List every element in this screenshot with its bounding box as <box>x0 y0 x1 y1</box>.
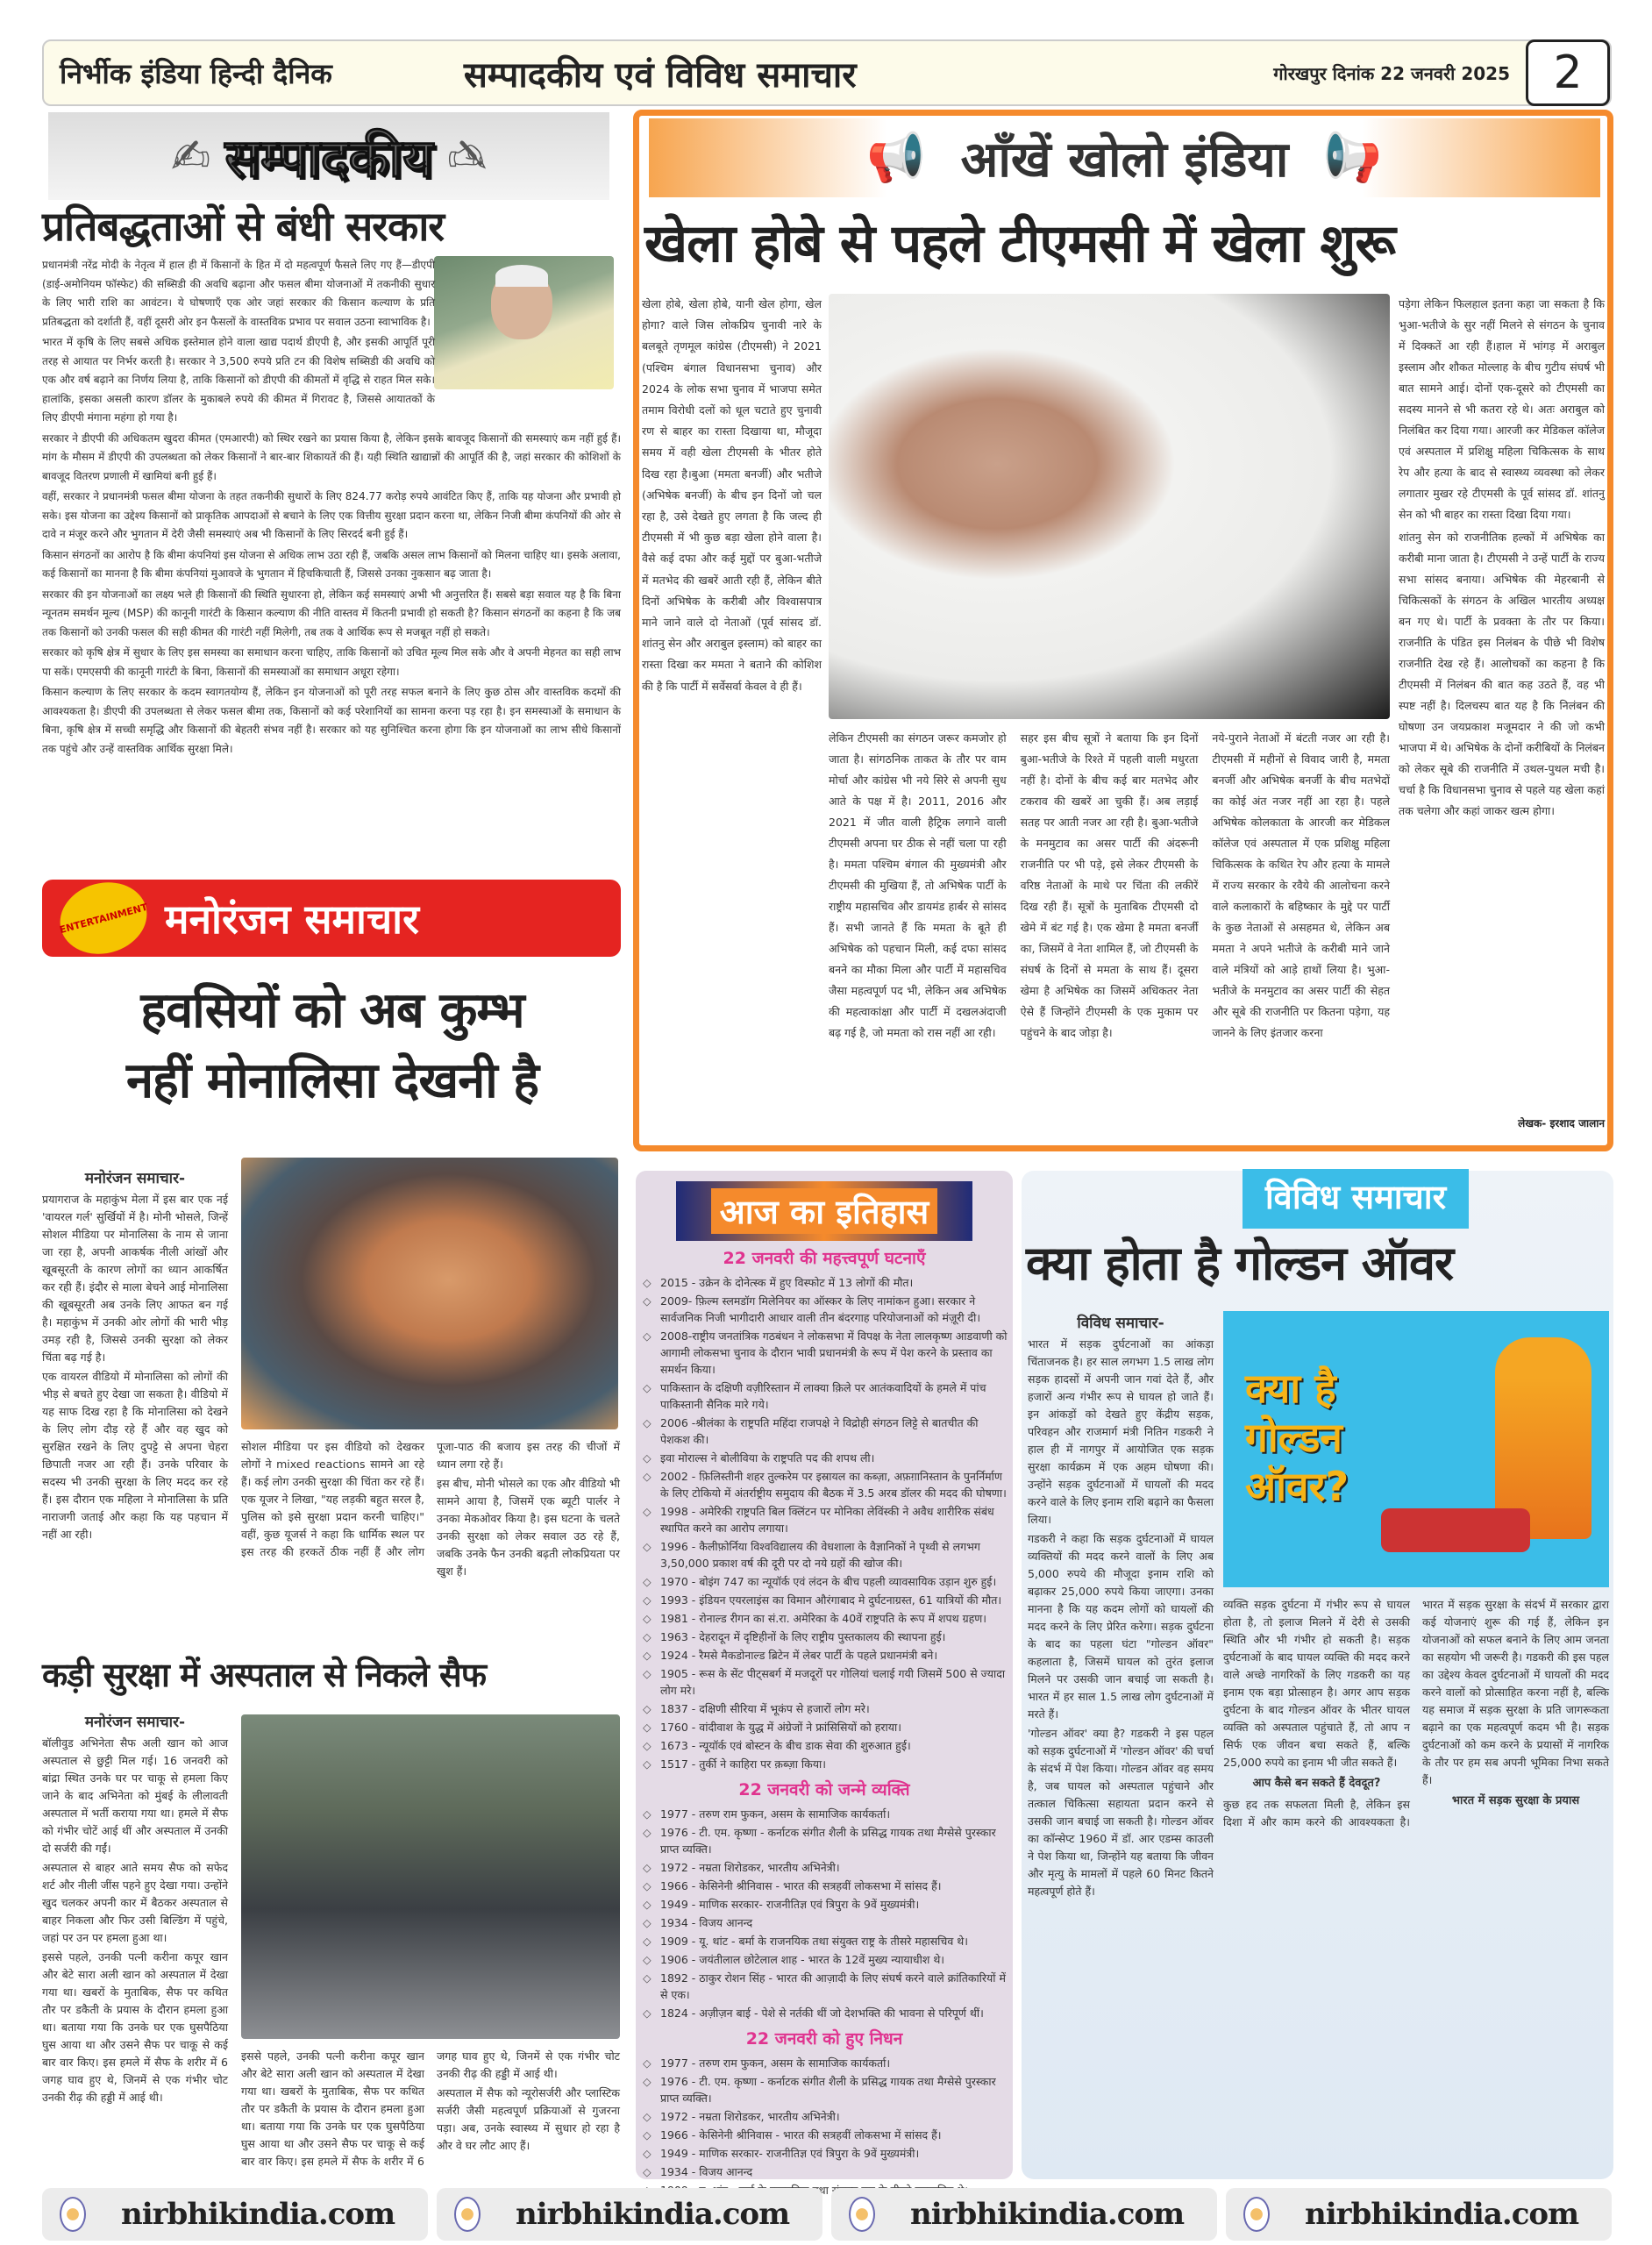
history-item: ◇ 2009- फ़िल्म स्लमडॉग मिलेनियर का ऑस्कर के लिए नामांकन हुआ। सरकार ने सार्वजनिक निजी भागीदारी आधार वाली तीन बंदरगाह परियोजनाओं को मंज़ूरी दी। <box>641 1293 1008 1326</box>
saif-headline: कड़ी सुरक्षा में अस्पताल से निकले सैफ <box>42 1656 486 1694</box>
monalisa-body-right <box>241 1438 620 1636</box>
paragraph: प्रधानमंत्री नरेंद्र मोदी के नेतृत्व में हाल ही में किसानों के हित में दो महत्वपूर्ण फैसले लिए गए हैं—डीएपी (डाई-अमोनियम फॉस्फेट) की सब्सिडी की अवधि बढ़ाना और फसल बीमा योजनाओं में तकनीकी सुधार के लिए भारी राशि का आवंटन। ये घोषणाएँ एक ओर जहां सरकार की किसान कल्याण के प्रति प्रतिबद्धता को दर्शाती हैं, वहीं दूसरी ओर इन फैसलों के वास्तविक प्रभाव पर सवाल उठना स्वाभाविक है। <box>42 259 435 328</box>
history-item: ◇ तथा <box>641 2182 1008 2199</box>
byline: मनोरंजन समाचार- <box>84 1170 186 1187</box>
paragraph: पड़ेगा लेकिन फिलहाल इतना कहा जा सकता है कि भुआ-भतीजे के सुर नहीं मिलने से संगठन के चुनाव में दिक्कतें आ रही हैं।हाल में भांगड़ में अराबुल इस्लाम और शौकत मोल्लाह के बीच गुटीय संघर्ष भी बात सामने आई। दोनों एक-दूसरे को टीएमसी का सदस्य मानने से भी कतरा रहे थे। अतः अराबुल को निलंबित कर दिया गया। आरजी कर मेडिकल कॉलेज एवं अस्पताल में प्रशिक्षु महिला चिकित्सक के साथ रेप और हत्या के बाद से स्वास्थ्य व्यवस्था को लेकर लगातार मुखर रहे टीएमसी के पूर्व सांसद डॉ. शांतनु सेन को भी बाहर का रास्ता दिखा दिया गया। <box>1399 297 1605 521</box>
tmc-headline: खेला होबे से पहले टीएमसी में खेला शुरू <box>644 213 1395 274</box>
paragraph: अस्पताल में सैफ को न्यूरोसर्जरी और प्लास्टिक सर्जरी जैसी महत्वपूर्ण प्रक्रियाओं से गुजरना पड़ा। अब, उनके स्वास्थ्य में सुधार हो रहा है और वे घर लौट आए हैं। <box>437 2086 620 2152</box>
press-logo-icon <box>60 2197 86 2232</box>
paragraph: सहर इस बीच सूत्रों ने बताया कि इन दिनों बुआ-भतीजे के रिश्ते में पहली वाली मधुरता नहीं है। दोनों के बीच कई बार मतभेद और टकराव की खबरें आ चुकी हैं। अब लड़ाई सतह पर आती नजर आ रही है। बुआ-भतीजे के मनमुटाव का असर पार्टी की अंदरूनी राजनीति पर भी पड़े, इसे लेकर टीएमसी के वरिष्ठ नेताओं के माथे पर चिंता की लकीरें दिख रही हैं। सूत्रों के मुताबिक टीएमसी दो खेमे में बंट गई है। एक खेमा है ममता बनर्जी का, जिसमें वे नेता शामिल हैं, जो टीएमसी के संघर्ष के दिनों से ममता के साथ हैं। दूसरा खेमा है अभिषेक का जिसमें अधिकतर नेता ऐसे हैं जिन्होंने टीएमसी के एक मुकाम पर पहुंचने के बाद जोड़ा है। <box>1020 731 1199 1039</box>
history-item: ◇ 1673 - न्यूयॉर्क एवं बोस्टन के बीच डाक सेवा की शुरुआत हुई। <box>641 1737 1008 1754</box>
history-item: ◇ 1760 - वांदीवाश के युद्ध में अंग्रेजों ने फ्रांसिसियों को हराया। <box>641 1719 1008 1735</box>
vividh-banner: विविध समाचार <box>1243 1169 1469 1229</box>
history-item: ◇ 1905 - रूस के सेंट पीट्सबर्ग में मजदूरों पर गोलियां चलाई गयी जिसमें 500 से ज्यादा लोग मरे। <box>641 1665 1008 1699</box>
paragraph: सोशल मीडिया पर इस वीडियो को देखकर लोगों ने mixed reactions सामने आ रहे हैं। कई लोग उनकी सुरक्षा की चिंता कर रहे हैं। एक यूजर ने लिखा, "यह लड़की बहुत सरल है, पुलिस को इसे सुरक्षा प्रदान करनी चाहिए।" वहीं, कुछ यूजर्स ने कहा कि धार्मिक स्थल पर इस तरह की हरकतें ठीक नहीं हैं और लोग पूजा-पाठ की बजाय इस तरह की चीजों में ध्यान लगा रहे हैं। <box>241 1440 620 1558</box>
writing-hand-icon: ✍ <box>446 128 488 184</box>
subhead: भारत में सड़क सुरक्षा के प्रयास <box>1451 1794 1580 1807</box>
image-text: क्या है <box>1245 1365 1336 1412</box>
history-item: ◇ 2006 -श्रीलंका के राष्ट्रपति महिंदा राजपक्षे ने विद्रोही संगठन लिट्टे से बातचीत की पेशकश की। <box>641 1415 1008 1448</box>
history-item: ◇ 1972 - नम्रता शिरोडकर, भारतीय अभिनेत्री। <box>641 2108 1008 2125</box>
saif-photo <box>241 1714 620 2039</box>
editorial-banner <box>48 112 609 200</box>
history-item: ◇ 1949 - माणिक सरकार- राजनीतिज्ञ एवं त्रिपुरा के 9वें मुख्यमंत्री। <box>641 2145 1008 2162</box>
footer-site-link[interactable] <box>42 2188 428 2241</box>
writing-hand-icon: ✍ <box>170 128 211 184</box>
tmc-col-right <box>1399 294 1605 1109</box>
paragraph: गडकरी ने कहा कि सड़क दुर्घटनाओं में घायल व्यक्तियों की मदद करने वालों के लिए अब 5,000 रुपये की मौजूदा इनाम राशि को बढ़ाकर 25,000 रुपये किया जाएगा। उनका मानना है कि यह कदम लोगों को घायलों की मदद करने के लिए प्रेरित करेगा। सड़क दुर्घटना के बाद का पहला घंटा "गोल्डन ऑवर" कहलाता है, जिसमें घायल को तुरंत इलाज मिलने पर उसकी जान बचाई जा सकती है। भारत में हर साल 1.5 लाख लोग दुर्घटनाओं में मरते हैं। <box>1028 1532 1214 1721</box>
editorial-body <box>42 256 621 870</box>
history-item: ◇ 1993 - इंडियन एयरलाइंस का विमान औरंगाबाद मे दुर्घटनाग्रस्त, 61 यात्रियों की मौत। <box>641 1592 1008 1608</box>
paragraph: किसान संगठनों का आरोप है कि बीमा कंपनियां इस योजना से अधिक लाभ उठा रही हैं, जबकि असल लाभ किसानों को मिलना चाहिए था। इसके अलावा, कई किसानों का मानना है कि बीमा कंपनियां मुआवजे के भुगतान में हिचकिचाती हैं, जिससे उनका नुकसान बढ़ जाता है। <box>42 548 621 580</box>
paragraph: इससे पहले, उनकी पत्नी करीना कपूर खान और बेटे सारा अली खान को अस्पताल में देखा गया था। खबरों के मुताबिक, सैफ पर कथित तौर पर डकैती के प्रयास के दौरान हमला हुआ था। बताया गया कि उनके घर एक घुसपैठिया घुस आया था और उसने सैफ पर चाकू से कई बार वार किए। इस हमले में सैफ के शरीर में 6 जगह घाव हुए थे, जिनमें से एक गंभीर चोट उनकी रीढ़ की हड्डी में आई थी। <box>241 2049 620 2168</box>
footer-site-link[interactable] <box>1226 2188 1612 2241</box>
monalisa-headline-2: नहीं मोनालिसा देखनी है <box>125 1052 539 1109</box>
section-title: सम्पादकीय एवं विविध समाचार <box>463 53 857 96</box>
monalisa-photo <box>241 1158 618 1429</box>
entertainment-banner-text: मनोरंजन समाचार <box>165 895 419 943</box>
history-list <box>641 1246 1008 2199</box>
editorial-headline: प्रतिबद्धताओं से बंधी सरकार <box>42 203 445 250</box>
image-text: गोल्डन <box>1245 1414 1342 1461</box>
subhead: आप कैसे बन सकते हैं देवदूत? <box>1252 1777 1381 1790</box>
paragraph: कुछ हद तक सफलता मिली है, लेकिन इस दिशा में और काम करने की आवश्यकता है। भारत में सड़क सुरक्षा के संदर्भ में सरकार द्वारा कई योजनाएं शुरू की गई हैं, लेकिन इन योजनाओं को सफल बनाने के लिए आम जनता का सहयोग भी जरूरी है। गडकरी की इस पहल का उद्देश्य केवल दुर्घटनाओं में घायलों की मदद करने वालों को प्रोत्साहित करना नहीं है, बल्कि यह समाज में सड़क सुरक्षा के प्रति जागरूकता बढ़ाने का एक महत्वपूर्ण कदम भी है। सड़क दुर्घटनाओं को कम करने के प्रयासों में नागरिक के तौर पर हम सब अपनी भूमिका निभा सकते हैं। <box>1223 1598 1609 1828</box>
births-title: 22 जनवरी को जन्मे व्यक्ति <box>738 1780 910 1800</box>
history-item: ◇ 1824 - अज़ीज़न बाई - पेशे से नर्तकी थीं जो देशभक्ति की भावना से परिपूर्ण थीं। <box>641 2005 1008 2021</box>
paragraph: प्रयागराज के महाकुंभ मेला में इस बार एक नई 'वायरल गर्ल' सुर्खियों में है। मोनी भोसले, जिन्हें सोशल मीडिया पर मोनालिसा के नाम से जाना जा रहा है, अपनी आकर्षक नीली आंखों और खूबसूरती के कारण लोगों का ध्यान आकर्षित कर रही हैं। इंदौर से माला बेचने आई मोनालिसा की खूबसूरती अब उनके लिए आफत बन गई है। महाकुंभ में उनकी ओर लोगों की भारी भीड़ उमड़ रही है, जिससे उनकी सुरक्षा को लेकर चिंता बढ़ गई है। <box>42 1193 228 1364</box>
byline: विविध समाचार- <box>1077 1315 1164 1332</box>
history-item: ◇ 1892 - ठाकुर रोशन सिंह - भारत की आज़ादी के लिए संघर्ष करने वाले क्रांतिकारियों में से एक। <box>641 1970 1008 2003</box>
image-text: ऑवर? <box>1245 1463 1349 1510</box>
site-url: nirbhikindia.com <box>516 2197 790 2232</box>
paragraph: एक वायरल वीडियो में मोनालिसा को लोगों की भीड़ से बचते हुए देखा जा सकता है। वीडियो में यह साफ दिख रहा है कि मोनालिसा को देखने के लिए लोग दौड़ रहे हैं और वह खुद को सुरक्षित रखने के लिए दुपट्टे से अपना चेहरा छिपाती नजर आ रही हैं। उनके परिवार के सदस्य भी उनकी सुरक्षा के लिए मदद कर रहे हैं। इस दौरान एक महिला ने मोनालिसा के प्रति नाराजगी जताई और कहा कि यह पहचान में नहीं आ रही। <box>42 1370 228 1541</box>
megaphone-icon: 📢 <box>866 130 926 185</box>
paragraph: लेकिन टीएमसी का संगठन जरूर कमजोर हो जाता है। सांगठनिक ताकत के तौर पर वाम मोर्चा और कांग्रेस भी नये सिरे से अपनी सुध आते के पक्ष में है। 2011, 2016 और 2021 में जीत वाली हैट्रिक लगाने वाली टीएमसी अपना घर ठीक से नहीं चला पा रही है। ममता पश्चिम बंगाल की मुख्यमंत्री और टीएमसी की मुखिया हैं, तो अभिषेक पार्टी के राष्ट्रीय महासचिव और डायमंड हार्बर से सांसद हैं। सभी जानते हैं कि ममता के बूते ही अभिषेक को पहचान मिली, कई दफा सांसद बनने का मौका मिला और पार्टी में महासचिव जैसा महत्वपूर्ण पद भी, लेकिन अब अभिषेक की महत्वाकांक्षा और पार्टी में दखलअंदाजी बढ़ गई है, जो ममता को रास नहीं आ रही। <box>829 731 1007 1039</box>
history-item: ◇ 1981 - रोनाल्ड रीगन का सं.रा. अमेरिका के 40वें राष्ट्रपति के रूप में शपथ ग्रहण। <box>641 1610 1008 1627</box>
history-item: ◇ 1949 - माणिक सरकार- राजनीतिज्ञ एवं त्रिपुरा के 9वें मुख्यमंत्री। <box>641 1896 1008 1913</box>
history-banner-text: आज का इतिहास <box>711 1188 937 1234</box>
history-item: ◇ 1996 - कैलीफ़ोर्निया विश्वविद्यालय की वेधशाला के वैज्ञानिकों ने पृथ्वी से लगभग 3,50,000 प्रकाश वर्ष की दूरी पर दो नये ग्रहों की खोज की। <box>641 1538 1008 1572</box>
history-item: ◇ 1934 - विजय आनन्द <box>641 2163 1008 2180</box>
site-url: nirbhikindia.com <box>121 2197 395 2232</box>
paragraph: भारत में कृषि के लिए सबसे अधिक इस्तेमाल होने वाला खाद्य पदार्थ डीएपी है, और इसकी आपूर्ति पूरी तरह से आयात पर निर्भर करती है। सरकार ने 3,500 रुपये प्रति टन की विशेष सब्सिडी की अवधि को एक और वर्ष बढ़ाने का निर्णय लिया है, ताकि किसानों को डीएपी की कीमतों में वृद्धि से राहत मिल सके। हालांकि, इसका असली कारण डॉलर के मुकाबले रुपये की कीमत में गिरावट है, जिससे आयातकों के लिए डीएपी मंगाना महंगा हो गया है। <box>42 336 435 424</box>
footer-site-link[interactable] <box>437 2188 822 2241</box>
paragraph: अस्पताल से बाहर आते समय सैफ को सफेद शर्ट और नीली जींस पहने हुए देखा गया। उन्होंने खुद चलकर अपनी कार में बैठकर अस्पताल से बाहर निकला और फिर उसी बिल्डिंग में पहुंचे, जहां पर उन पर हमला हुआ था। <box>42 1861 228 1944</box>
golden-hour-illustration <box>1223 1311 1609 1587</box>
saif-body-left <box>42 1710 228 2184</box>
editorial-banner-text: सम्पादकीय <box>224 128 433 189</box>
masthead-bar <box>42 39 1612 106</box>
tmc-col-1 <box>642 294 822 1144</box>
history-item: ◇ 1924 - रैमसे मैकडोनाल्ड ब्रिटेन में लेबर पार्टी के पहले प्रधानमंत्री बने। <box>641 1647 1008 1664</box>
footer-site-link[interactable] <box>831 2188 1217 2241</box>
stretcher-figure <box>1381 1508 1530 1552</box>
history-item: ◇ 1909 - यू. थांट - बर्मा के राजनयिक तथा संयुक्त राष्ट्र के तीसरे महासचिव थे। <box>641 1933 1008 1949</box>
history-item: ◇ 1517 - तुर्की ने काहिरा पर क़ब्ज़ा किया। <box>641 1756 1008 1772</box>
press-logo-icon <box>454 2197 481 2232</box>
history-item: ◇ 1977 - तरुण राम फुकन, असम के सामाजिक कार्यकर्ता। <box>641 2055 1008 2071</box>
golden-hour-headline: क्या होता है गोल्डन ऑवर <box>1026 1236 1454 1291</box>
site-url: nirbhikindia.com <box>1305 2197 1579 2232</box>
byline: मनोरंजन समाचार- <box>84 1714 186 1731</box>
history-item: ◇ पाकिस्तान के दक्षिणी वज़ीरिस्तान में लाक्या क़िले पर आतंकवादियों के हमले में पांच पाकिस्तानी सैनिक मारे गये। <box>641 1379 1008 1413</box>
monalisa-body-left <box>42 1166 228 1636</box>
paper-name: निर्भीक इंडिया हिन्दी दैनिक <box>60 56 332 90</box>
paragraph: 'गोल्डन ऑवर' क्या है? गडकरी ने इस पहल को सड़क दुर्घटनाओं में 'गोल्डन ऑवर' की चर्चा के संदर्भ में पेश किया। गोल्डन ऑवर वह समय है, जब घायल को अस्पताल पहुंचाने और तत्काल चिकित्सा सहायता प्रदान करने से उसकी जान बचाई जा सकती है। गोल्डन ऑवर का कॉन्सेप्ट 1960 में डॉ. आर एडम्स काउली ने पेश किया था, जिन्होंने यह बताया कि जीवन और मृत्यु के मामलों में पहले 60 मिनट कितने महत्वपूर्ण होते हैं। <box>1028 1727 1214 1898</box>
author-credit: लेखक- इरशाद जालान <box>1518 1117 1605 1130</box>
aankhen-banner <box>649 118 1600 197</box>
paragraph: बॉलीवुड अभिनेता सैफ अली खान को आज अस्पताल से छुट्टी मिल गई। 16 जनवरी को बांद्रा स्थित उनके घर पर चाकू से हमला किए जाने के बाद अभिनेता को मुंबई के लीलावती अस्पताल में भर्ती कराया गया था। हमले में सैफ को गंभीर चोटें आई थीं और अस्पताल में उनकी दो सर्जरी की गईं। <box>42 1736 228 1855</box>
paragraph: व्यक्ति सड़क दुर्घटना में गंभीर रूप से घायल होता है, तो इलाज मिलने में देरी से उसकी स्थिति और भी गंभीर हो सकती है। सड़क दुर्घटनाओं के बाद घायल व्यक्ति की मदद करने वाले अच्छे नागरिकों के लिए गडकरी का यह इनाम एक बड़ा प्रोत्साहन है। अगर आप सड़क दुर्घटना के बाद गोल्डन ऑवर के भीतर घायल व्यक्ति को अस्पताल पहुंचाते हैं, तो आप न सिर्फ एक जीवन बचा सकते हैं, बल्कि 25,000 रुपये का इनाम भी जीत सकते हैं। <box>1223 1598 1410 1769</box>
paragraph: सरकार की इन योजनाओं का लक्ष्य भले ही किसानों की स्थिति सुधारना हो, लेकिन कई समस्याएं अभी भी अनुत्तरित हैं। सबसे बड़ा सवाल यह है कि बिना न्यूनतम समर्थन मूल्य (MSP) की कानूनी गारंटी के किसान कल्याण की नीति वास्तव में कितनी प्रभावी हो सकती है? किसान संगठनों का कहना है कि जब तक किसानों को उनकी फसल की सही कीमत की गारंटी नहीं मिलेगी, तब तक वे आर्थिक रूप से मजबूत नहीं हो सकते। <box>42 588 621 638</box>
paragraph: इस बीच, मोनी भोसले का एक और वीडियो भी सामने आया है, जिसमें एक ब्यूटी पार्लर ने उनका मेकओवर किया है। इस घटना के चलते उनकी सुरक्षा को लेकर सवाल उठ रहे हैं, जबकि उनके फैन उनकी बढ़ती लोकप्रियता पर खुश हैं। <box>437 1477 620 1578</box>
paragraph: वहीं, सरकार ने प्रधानमंत्री फसल बीमा योजना के तहत तकनीकी सुधारों के लिए 824.77 करोड़ रुपये आवंटित किए हैं, ताकि यह योजना और प्रभावी हो सके। इस योजना का उद्देश्य किसानों को प्राकृतिक आपदाओं से बचाने के लिए एक वित्तीय सुरक्षा प्रदान करना था, लेकिन निजी बीमा कंपनियों की ओर से दावे न मंजूर करने और भुगतान में देरी जैसी समस्याएं अब भी किसानों के लिए सिरदर्द बनी हुई हैं। <box>42 490 621 540</box>
history-item: ◇ 1934 - विजय आनन्द <box>641 1914 1008 1931</box>
paragraph: किसान कल्याण के लिए सरकार के कदम स्वागतयोग्य हैं, लेकिन इन योजनाओं को पूरी तरह सफल बनाने के लिए कुछ ठोस और वास्तविक कदमों की आवश्यकता है। डीएपी की उपलब्धता से लेकर फसल बीमा तक, किसानों को कई परेशानियों का सामना करना पड़ रहा है। इन समस्याओं के समाधान के बिना, कृषि क्षेत्र में सच्ची समृद्धि और किसानों की बेहतरी संभव नहीं है। सरकार को यह सुनिश्चित करना होगा कि इन योजनाओं का लाभ सीधे किसानों तक पहुंचे और उन्हें वास्तविक आर्थिक सुरक्षा मिले। <box>42 686 621 755</box>
press-logo-icon <box>1243 2197 1270 2232</box>
paragraph: भारत में सड़क दुर्घटनाओं का आंकड़ा चिंताजनक है। हर साल लगभग 1.5 लाख लोग सड़क हादसों में अपनी जान गवां देते हैं, और हजारों अन्य गंभीर रूप से घायल हो जाते हैं। इन आंकड़ों को देखते हुए केंद्रीय सड़क, परिवहन और राजमार्ग मंत्री नितिन गडकरी ने हाल ही में नागपुर में आयोजित एक सड़क सुरक्षा कार्यक्रम में एक अहम घोषणा की। उन्होंने सड़क दुर्घटनाओं में घायलों की मदद करने वाले के लिए इनाम राशि बढ़ाने का फैसला लिया। <box>1028 1337 1214 1526</box>
history-item: ◇ 1966 - केसिनेनी श्रीनिवास - भारत की सत्रहवीं लोकसभा में सांसद हैं। <box>641 2127 1008 2143</box>
megaphone-icon: 📢 <box>1323 130 1383 185</box>
deaths-title: 22 जनवरी को हुए निधन <box>745 2029 903 2049</box>
history-item: ◇ इवा मोराल्स ने बोलीविया के राष्ट्रपति पद की शपथ ली। <box>641 1450 1008 1466</box>
history-item: ◇ 1837 - दक्षिणी सीरिया में भूकंप से हजारों लोग मरे। <box>641 1700 1008 1717</box>
paragraph: सरकार ने डीएपी की अधिकतम खुदरा कीमत (एमआरपी) को स्थिर रखने का प्रयास किया है, लेकिन इसके बावजूद किसानों की समस्याएं कम नहीं हुई हैं। मांग के मौसम में डीएपी की उपलब्धता को लेकर किसानों ने बार-बार शिकायतें की हैं। यही स्थिति खाद्यान्नों की आपूर्ति की है, जहां सरकार की कोशिशों के बावजूद वितरण प्रणाली में खामियां बनी हुई हैं। <box>42 431 621 482</box>
history-item: ◇ 1970 - बोइंग 747 का न्यूयॉर्क एवं लंदन के बीच पहली व्यावसायिक उड़ान शुरु हुई। <box>641 1573 1008 1590</box>
history-item: ◇ 2002 - फ़िलिस्तीनी शहर तुल्करेम पर इस्रायल का कब्ज़ा, अफ़ग़ानिस्तान के पुनर्निर्माण के लिए टोकियो में अंतर्राष्ट्रीय समुदाय की बैठक में 3.5 अरब डॉलर की मदद की घोषणा। <box>641 1468 1008 1501</box>
history-item: ◇ 1966 - केसिनेनी श्रीनिवास - भारत की सत्रहवीं लोकसभा में सांसद हैं। <box>641 1878 1008 1894</box>
press-logo-icon <box>849 2197 875 2232</box>
saif-body-right <box>241 2048 620 2179</box>
golden-col-left <box>1028 1311 1214 2175</box>
monalisa-headline-1: हवसियों को अब कुम्भ <box>140 982 524 1039</box>
paragraph: नये-पुराने नेताओं में बंटती नजर आ रही है।टीएमसी में महीनों से विवाद जारी है, ममता बनर्जी और अभिषेक बनर्जी के बीच मतभेदों का कोई अंत नजर नहीं आ रहा है। पहले अभिषेक कोलकाता के आरजी कर मेडिकल कॉलेज एवं अस्पताल में एक प्रशिक्षु महिला चिकित्सक के कथित रेप और हत्या के मामले में राज्य सरकार के रवैये की आलोचना करने वाले कलाकारों के बहिष्कार के मुद्दे पर पार्टी के कुछ नेताओं से असहमत थे, लेकिन अब ममता ने अपने भतीजे के करीबी माने जाने वाले मंत्रियों को आड़े हाथों लिया है। भुआ-भतीजे के मनमुटाव का असर पार्टी की सेहत और सूबे की राजनीति पर कितना पड़ेगा, यह जानने के लिए इंतजार करना <box>1212 731 1390 1039</box>
entertainment-banner <box>42 880 621 957</box>
history-item: ◇ 1972 - नम्रता शिरोडकर, भारतीय अभिनेत्री। <box>641 1859 1008 1876</box>
entertainment-badge: ENTERTAINMENT <box>52 873 154 963</box>
mamata-photo <box>829 294 1390 719</box>
aankhen-banner-text: आँखें खोलो इंडिया <box>960 132 1289 189</box>
history-item: ◇ 2015 - उक्रेन के दोनेत्स्क में हुए विस्फोट में 13 लोगों की मौत। <box>641 1274 1008 1291</box>
history-item: ◇ 2008-राष्ट्रीय जनतांत्रिक गठबंधन ने लोकसभा में विपक्ष के नेता लालकृष्ण आडवाणी को आगामी लोकसभा चुनाव के दौरान भावी प्रधानमंत्री के रूप में पेश करने के प्रस्ताव का समर्थन किया। <box>641 1328 1008 1378</box>
history-item: ◇ 1977 - तरुण राम फुकन, असम के सामाजिक कार्यकर्ता। <box>641 1806 1008 1822</box>
history-item: ◇ 1963 - देहरादून में दृष्टिहीनों के लिए राष्ट्रीय पुस्तकालय की स्थापना हुई। <box>641 1629 1008 1645</box>
history-item: ◇ 1906 - जयंतीलाल छोटेलाल शाह - भारत के 12वें मुख्य न्यायाधीश थे। <box>641 1951 1008 1968</box>
tmc-cols-below-photo <box>829 728 1390 1147</box>
history-box <box>636 1171 1013 2197</box>
golden-cols-right <box>1223 1596 1609 2175</box>
events-title: 22 जनवरी की महत्त्वपूर्ण घटनाएँ <box>723 1249 926 1268</box>
history-item: ◇ 1976 - टी. एम. कृष्णा - कर्नाटक संगीत शैली के प्रसिद्ध गायक तथा मैग्सेसे पुरस्कार प्राप्त व्यक्ति। <box>641 1824 1008 1857</box>
history-banner <box>676 1181 972 1241</box>
paragraph: खेला होबे, खेला होबे, यानी खेल होगा, खेल होगा? वाले जिस लोकप्रिय चुनावी नारे के बलबूते तृणमूल कांग्रेस (टीएमसी) ने 2021 (पश्चिम बंगाल विधानसभा चुनाव) और 2024 के लोक सभा चुनाव में भाजपा समेत तमाम विरोधी दलों को धूल चटाते हुए चुनावी रण से बाहर का रास्ता दिखाया था, मौजूदा समय में वही खेला टीएमसी के भीतर होते दिख रहा है।बुआ (ममता बनर्जी) और भतीजे (अभिषेक बनर्जी) के बीच इन दिनों जो चल रहा है, उसे देखते हुए लगता है कि जल्द ही टीएमसी में भी कुछ बड़ा खेला होने वाला है।वैसे कई दफा और कई मुद्दों पर बुआ-भतीजे में मतभेद की खबरें आती रही हैं, लेकिन बीते दिनों अभिषेक के करीबी और विश्वासपात्र माने जाने वाले दो नेताओं (पूर्व सांसद डॉ. शांतनु सेन और अराबुल इस्लाम) को बाहर का रास्ता दिखा कर ममता ने बताने की कोशिश की है कि पार्टी में सर्वेसर्वा केवल वे ही हैं। <box>642 297 822 693</box>
site-url: nirbhikindia.com <box>910 2197 1185 2232</box>
paragraph: शांतनु सेन को राजनीतिक हल्कों में अभिषेक का करीबी माना जाता है। टीएमसी ने उन्हें पार्टी के राज्य सभा सांसद बनाया। अभिषेक की मेहरबानी से चिकित्सकों के संगठन के अखिल भारतीय अध्यक्ष बन गए थे। पार्टी के प्रवक्ता के तौर पर किया। राजनीति के पंडित इस निलंबन के पीछे भी विशेष राजनीति देख रहे हैं। आलोचकों का कहना है कि टीएमसी में निलंबन की बात कह उठते हैं, वह भी स्पष्ट नहीं है। दिलचस्प बात यह है कि निलंबन की घोषणा उन जयप्रकाश मजूमदार ने की जो कभी भाजपा में थे। अभिषेक के दोनों करीबियों के निलंबन को लेकर सूबे की राजनीति में उथल-पुथल मची है। चर्चा है कि विधानसभा चुनाव से पहले यह खेला कहां तक चलेगा और कहां जाकर खत्म होगा। <box>1399 531 1605 817</box>
history-item: ◇ 1998 - अमेरिकी राष्ट्रपति बिल क्लिंटन पर मोनिका लेविंस्की ने अवैध शारीरिक संबंध स्थापित करने का आरोप लगाया। <box>641 1503 1008 1536</box>
page-number: 2 <box>1526 39 1610 106</box>
dateline: गोरखपुर दिनांक 22 जनवरी 2025 <box>1273 62 1510 84</box>
history-item: ◇ 1976 - टी. एम. कृष्णा - कर्नाटक संगीत शैली के प्रसिद्ध गायक तथा मैग्सेसे पुरस्कार प्राप्त व्यक्ति। <box>641 2073 1008 2106</box>
paragraph: सरकार को कृषि क्षेत्र में सुधार के लिए इस समस्या का समाधान करना चाहिए, ताकि किसानों को उचित मूल्य मिल सके और वे अपनी मेहनत का सही लाभ पा सकें। एमएसपी की कानूनी गारंटी के बिना, किसानों की समस्याओं का समाधान अधूरा रहेगा। <box>42 646 621 678</box>
paragraph: इससे पहले, उनकी पत्नी करीना कपूर खान और बेटे सारा अली खान को अस्पताल में देखा गया था। खबरों के मुताबिक, सैफ पर कथित तौर पर डकैती के प्रयास के दौरान हमला हुआ था। बताया गया कि उनके घर एक घुसपैठिया घुस आया था और उसने सैफ पर चाकू से कई बार वार किए। इस हमले में सैफ के शरीर में 6 जगह घाव हुए थे, जिनमें से एक गंभीर चोट उनकी रीढ़ की हड्डी में आई थी। <box>42 1950 228 2104</box>
